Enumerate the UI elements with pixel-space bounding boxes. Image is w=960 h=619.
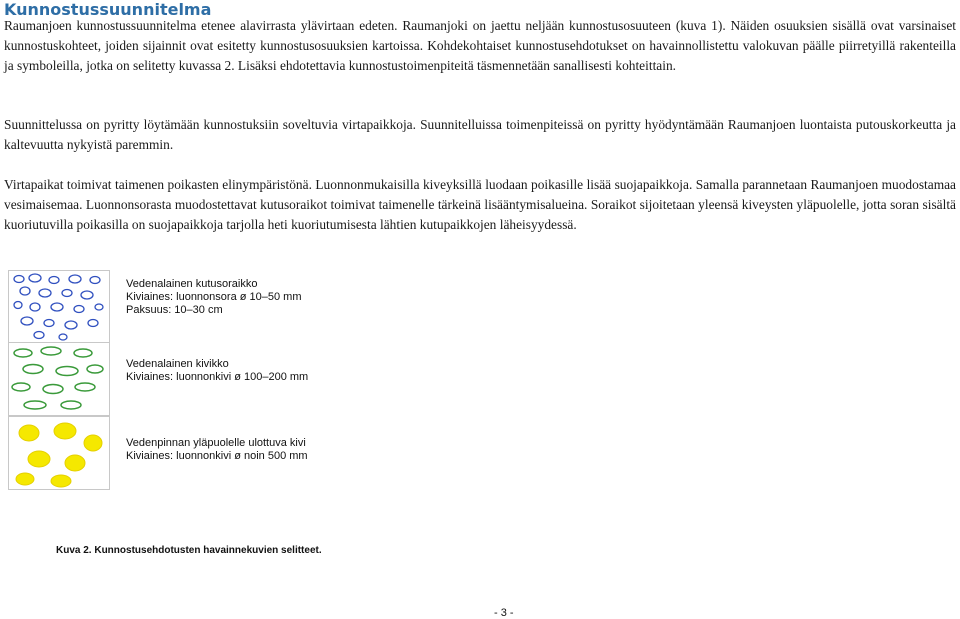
- emergent-stone-symbol: [16, 473, 34, 485]
- small-blue-circles-icon: [9, 271, 109, 343]
- gravel-symbol: [65, 321, 77, 329]
- submerged-stone-symbol: [43, 385, 63, 394]
- legend-label-submerged-stone: [126, 358, 308, 384]
- page-number: - 3 -: [494, 607, 514, 619]
- gravel-symbol: [74, 306, 84, 313]
- paragraph-1: Raumanjoen kunnostussuunnitelma etenee alavirrasta ylävirtaan edeten. Raumanjoki on jaettu neljään kunnostusosuuteen (kuva 1). Näiden osuuksien sisällä ovat varsinaiset kunnostuskohteet, joiden sijainnit ovat esitetty kunnostusosuuksien kartoissa. Kohdekohtaiset kunnostusehdotukset on havainnollistettu valokuvan päälle piirretyillä rakenteilla ja symboleilla, jotka on selitetty kuvassa 2. Lisäksi ehdotettavia kunnostustoimenpiteitä täsmennetään sanallisesti kohteittain.: [4, 18, 956, 73]
- page-title: Kunnostussuunnitelma: [4, 0, 212, 19]
- submerged-stone-symbol: [61, 401, 81, 409]
- emergent-stone-symbol: [19, 425, 39, 441]
- yellow-ellipses-icon: [9, 417, 109, 489]
- gravel-symbol: [14, 302, 22, 309]
- gravel-symbol: [90, 277, 100, 284]
- submerged-stone-symbol: [12, 383, 30, 391]
- legend-emergent-material: Kiviaines: luonnonkivi ø noin 500 mm: [126, 450, 308, 462]
- legend-label-emergent-stone: [126, 437, 308, 463]
- legend-symbol-gravel: [8, 270, 110, 344]
- submerged-stone-symbol: [74, 349, 92, 357]
- gravel-symbol: [39, 289, 51, 297]
- paragraph-3: Virtapaikat toimivat taimenen poikasten elinympäristönä. Luonnonmukaisilla kiveyksillä luodaan poikasille lisää suojapaikkoja. Samalla parannetaan Raumanjoen muodostamaa vesimaisemaa. Luonnonsorasta muodostettavat kutusoraikot toimivat taimenelle tärkeinä lisääntymisalueina. Soraikot sijoitetaan yleensä kiveysten yläpuolelle, jotta soran sisältä kuoriutuvilla poikasilla on suojapaikkoja tarjolla heti kuoriutumisesta lähtien kutupaikkojen läheisyydessä.: [4, 177, 956, 232]
- submerged-stone-symbol: [23, 365, 43, 374]
- submerged-stone-symbol: [87, 365, 103, 373]
- gravel-symbol: [69, 275, 81, 283]
- legend-gravel-title: Vedenalainen kutusoraikko: [126, 278, 258, 290]
- gravel-symbol: [81, 291, 93, 299]
- legend-gravel-material: Kiviaines: luonnonsora ø 10–50 mm: [126, 291, 302, 303]
- green-ellipses-icon: [9, 343, 109, 415]
- gravel-symbol: [30, 303, 40, 311]
- gravel-symbol: [88, 320, 98, 327]
- gravel-symbol: [95, 304, 103, 310]
- gravel-symbol: [20, 287, 30, 295]
- legend-label-gravel: [126, 278, 301, 317]
- emergent-stone-symbol: [65, 455, 85, 471]
- gravel-symbol: [44, 320, 54, 327]
- legend-submerged-material: Kiviaines: luonnonkivi ø 100–200 mm: [126, 371, 309, 383]
- gravel-symbol: [59, 334, 67, 340]
- submerged-stone-symbol: [75, 383, 95, 391]
- gravel-symbol: [51, 303, 63, 311]
- emergent-stone-symbol: [54, 423, 76, 439]
- submerged-stone-symbol: [14, 349, 32, 357]
- gravel-symbol: [21, 317, 33, 325]
- figure-caption: Kuva 2. Kunnostusehdotusten havainnekuvien selitteet.: [56, 545, 322, 556]
- legend-emergent-title: Vedenpinnan yläpuolelle ulottuva kivi: [126, 437, 306, 449]
- gravel-symbol: [14, 276, 24, 283]
- paragraph-2: Suunnittelussa on pyritty löytämään kunnostuksiin soveltuvia virtapaikkoja. Suunnitelluissa toimenpiteissä on pyritty hyödyntämään Raumanjoen luontaista putouskorkeutta ja kaltevuutta nykyistä paremmin.: [4, 117, 956, 152]
- submerged-stone-symbol: [56, 367, 78, 376]
- emergent-stone-symbol: [51, 475, 71, 487]
- legend-symbol-emergent-stone: [8, 416, 110, 490]
- gravel-symbol: [62, 290, 72, 297]
- submerged-stone-symbol: [41, 347, 61, 355]
- emergent-stone-symbol: [84, 435, 102, 451]
- gravel-symbol: [29, 274, 41, 282]
- emergent-stone-symbol: [28, 451, 50, 467]
- legend-symbol-submerged-stone: [8, 342, 110, 416]
- gravel-symbol: [49, 277, 59, 284]
- legend-submerged-title: Vedenalainen kivikko: [126, 358, 229, 370]
- gravel-symbol: [34, 332, 44, 339]
- submerged-stone-symbol: [24, 401, 46, 409]
- legend-figure: [8, 268, 408, 498]
- legend-gravel-thickness: Paksuus: 10–30 cm: [126, 304, 223, 316]
